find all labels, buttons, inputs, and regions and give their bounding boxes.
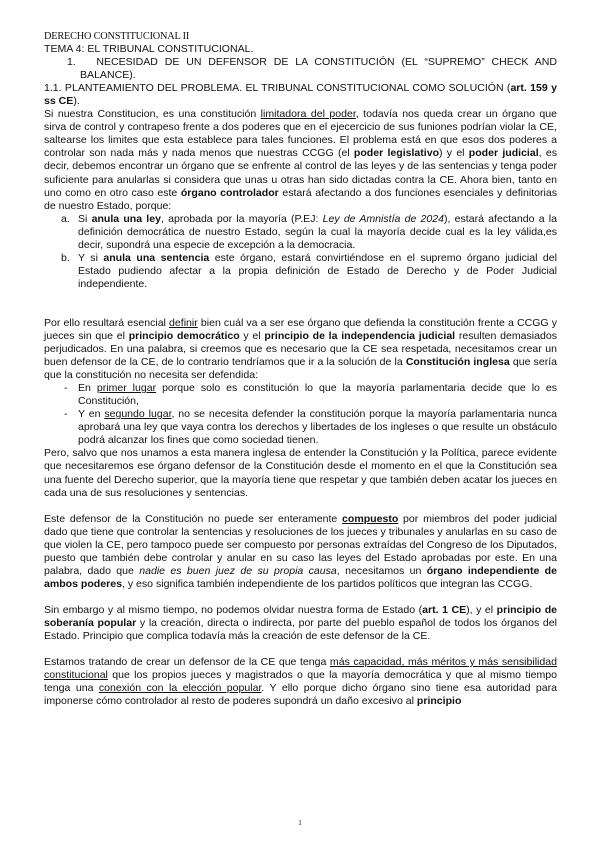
bold-text: principio democrático	[128, 329, 240, 342]
text-run: Este defensor de la Constitución no puede ser enteramente	[44, 512, 343, 525]
spacer	[44, 500, 557, 513]
subsection-text-end: ).	[73, 95, 80, 108]
list-item-text	[78, 213, 557, 252]
section-heading-1	[44, 56, 557, 82]
bold-text: poder judicial	[468, 147, 539, 160]
spacer	[44, 643, 557, 656]
text-run: Si	[78, 212, 92, 225]
paragraph-1	[44, 108, 557, 212]
text-run: Por ello resultará esencial	[44, 316, 170, 329]
bold-underlined-text: compuesto	[342, 512, 399, 525]
section-heading-text: NECESIDAD DE UN DEFENSOR DE LA CONSTITUCIÓN (EL “SUPREMO” CHECK AND BALANCE).	[80, 56, 557, 82]
bold-text: principio	[416, 695, 462, 708]
text-run: y el	[239, 329, 265, 342]
paragraph-2	[44, 317, 557, 382]
list-item-b	[44, 252, 557, 291]
bold-text: principio de soberanía popular	[44, 603, 557, 629]
bold-text: órgano controlador	[180, 186, 279, 199]
italic-text: Ley de Amnistía de 2024	[322, 212, 444, 225]
underlined-text: primer lugar	[96, 382, 157, 395]
spacer	[44, 591, 557, 604]
text-run: que sería que la constitución no necesita ser defendida:	[44, 356, 557, 382]
text-run: Y en	[78, 408, 105, 421]
paragraph-5	[44, 604, 557, 643]
text-run: , es decir, debemos encontrar un órgano que se enfrente al control de las leyes y de las sentencias y tenga poder suficiente para anularlas si considera que unas u otras han sido dictadas contra la CE. Ahora bien, tanto en uno como en otro caso este	[44, 147, 557, 199]
text-run: . Y ello porque dicho órgano sino tiene esa autoridad para imponerse cómo controlador al resto de poderes supondrá un daño excesivo al	[44, 682, 557, 708]
spacer	[44, 304, 557, 317]
list-item-a	[44, 213, 557, 252]
text-run: Sin embargo y al mismo tiempo, no podemos olvidar nuestra forma de Estado (	[44, 603, 423, 616]
bold-text: principio de la independencia judicial	[264, 329, 456, 342]
bold-text: Constitución inglesa	[405, 356, 510, 369]
text-run: y la creación, directa o indirecta, por parte del pueblo español de todos los órganos del Estado. Principio que complica todavía más la creación de este defensor de la CE.	[44, 616, 557, 642]
dash-item-2	[44, 408, 557, 447]
text-run: ) y el	[439, 147, 469, 160]
text-run: Si nuestra Constitucion, es una constitución	[44, 108, 261, 121]
italic-text: nadie es buen juez de su propia causa	[139, 564, 337, 577]
dash-item-1	[44, 382, 557, 408]
list-item-text	[78, 252, 557, 291]
text-run: , necesitamos un	[336, 564, 427, 577]
text-run: , todavía nos queda crear un órgano que sirva de control y contrapeso frente a dos poderes que en el ejecercicio de sus funiones podrían violar la CE, saltearse los limites que esta establece para tales funciones. El problema está en que esos dos poderes a controlar son nada más y nada menos que nuestras CCGG (el	[44, 108, 557, 160]
list-marker: b.	[61, 251, 70, 264]
text-run: , no se necesita defender la constitución porque la mayoría parlamentaria nunca aprobará una ley que vaya contra los derechos y libertades de los ingleses o que resulte un obstáculo podrá alcanzar los fines que como sociedad tienen.	[78, 408, 557, 447]
paragraph-4	[44, 513, 557, 591]
list-marker: 1.	[67, 56, 76, 69]
text-run: , aprobada por la mayoría (P.EJ:	[160, 212, 323, 225]
underlined-text: limitadora del poder	[260, 108, 356, 121]
underlined-text: más capacidad, más méritos y más sensibilidad constitucional	[44, 656, 557, 682]
text-run: , y eso significa también independiente de los partidos políticos que integran las CCGG.	[121, 577, 533, 590]
paragraph-3: Pero, salvo que nos unamos a esta manera inglesa de entender la Constitución y la Política, parece evidente que necesitaremos ese órgano defensor de la Constitución desde el momento en el que la Constitución sea una fuente del Derecho superior, que la mayoría tiene que respetar y que también deben acatar los jueces en cada una de sus resoluciones y sentencias.	[44, 447, 557, 499]
underlined-text: segundo lugar	[104, 408, 172, 421]
text-run: este órgano, estará convirtiéndose en el supremo órgano judicial del Estado pudiendo afectar a la propia definición de Estado de Derecho y de Poder Judicial independiente.	[78, 251, 557, 290]
spacer	[44, 291, 557, 304]
course-title: DERECHO CONSTITUCIONAL II	[44, 31, 190, 42]
text-run: por miembros del poder judicial dado que tiene que controlar la sentencias y resoluciones de los jueces y tribunales y anularlas en su caso de que violen la CE, pero tampoco puede ser compuesto por personas extraídas del Congreso de los Diputados, puesto que también debe controlar y anular en su caso las leyes del Estado aprobadas por este. En una palabra, dado que	[44, 512, 558, 577]
bold-text: art. 1 CE	[422, 603, 467, 616]
tema-title: TEMA 4: EL TRIBUNAL CONSTITUCIONAL.	[44, 43, 254, 56]
list-marker: a.	[61, 212, 70, 225]
text-run: resulten demasiados perjudicados. En una palabra, si creemos que es necesario que la CE sea respetada, necesitamos crear un buen defensor de la CE, de lo contrario tendríamos que ir a la solución de la	[44, 329, 557, 369]
document-body	[44, 30, 557, 708]
text-run: Y si	[78, 251, 104, 264]
dash-marker: -	[64, 382, 68, 395]
page-number: 1	[298, 819, 302, 827]
text-run: bien cuál va a ser ese órgano que defienda la constitución frente a CCGG y jueces sin que el	[44, 316, 557, 342]
underlined-text: definir	[169, 316, 198, 329]
text-run: En	[78, 382, 97, 395]
dash-item-text	[78, 408, 557, 447]
paragraph-6	[44, 656, 557, 708]
dash-marker: -	[64, 408, 68, 421]
underlined-text: conexión con la elección popular	[98, 682, 262, 695]
subsection-heading	[44, 82, 557, 108]
bold-text: órgano independiente de ambos poderes	[44, 564, 557, 590]
text-run: ), estará afectando a la definición democrática de nuestro Estado, según la cual la mayoría decide cual es la ley válida,es decir, supondrá una especie de excepción a la democracia.	[78, 212, 557, 251]
bold-text: anula una ley	[91, 212, 161, 225]
bold-text: anula una sentencia	[103, 251, 210, 264]
text-run: porque solo es constitución lo que la mayoría parlamentaria decide que lo es Constitución,	[78, 382, 557, 408]
bold-text: poder legislativo	[353, 147, 440, 160]
text-run: Estamos tratando de crear un defensor de la CE que tenga	[44, 656, 330, 669]
text-run: ), y el	[466, 603, 497, 616]
dash-item-text	[78, 382, 557, 408]
subsection-text: 1.1. PLANTEAMIENTO DEL PROBLEMA. EL TRIBUNAL CONSTITUCIONAL COMO SOLUCIÓN (	[44, 82, 511, 95]
article-reference: art. 159 y ss CE	[44, 82, 557, 108]
text-run: que los propios jueces y magistrados o que la mayoría democrática y que al mismo tiempo tenga una	[44, 669, 557, 695]
text-run: estará afectando a dos funciones esenciales y definitorias de nuestro Estado, porque:	[44, 186, 558, 212]
